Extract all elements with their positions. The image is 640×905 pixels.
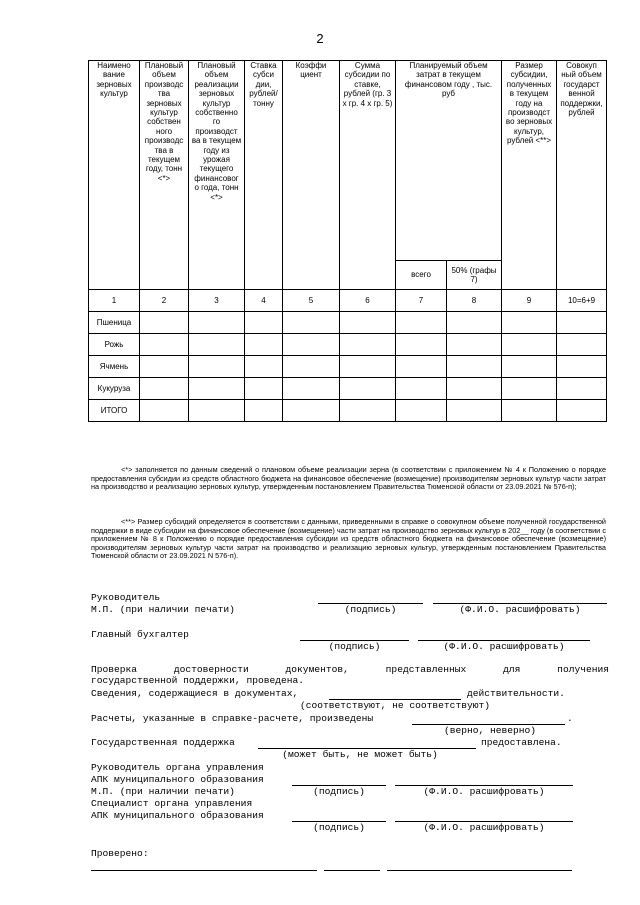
table-cell: [557, 356, 607, 378]
table-cell: [340, 334, 396, 356]
specialist-label-2: АПК муниципального образования: [91, 810, 264, 821]
table-row: [89, 312, 607, 334]
table-cell: [447, 356, 502, 378]
table-cell: [189, 400, 245, 422]
checked-line-1: [91, 870, 317, 871]
number-cell: 8: [447, 290, 502, 312]
header-cell: Наимено вание зерновых культур: [89, 61, 140, 290]
table-cell: [340, 400, 396, 422]
table-cell: [283, 400, 340, 422]
checked-line-3: [387, 870, 572, 871]
agency-head-label-2: АПК муниципального образования: [91, 774, 264, 785]
table-cell: [396, 312, 447, 334]
header-cell: Сумма субсидии по ставке, рублей (гр. 3 x гр. 4 x гр. 5): [340, 61, 396, 290]
header-cell: Совокуп ный объем государст венной поддержки, рублей: [557, 61, 607, 290]
info-prefix: Сведения, содержащиеся в документах,: [91, 688, 299, 699]
table-cell: [447, 312, 502, 334]
table-cell: [140, 378, 189, 400]
table-cell: [502, 400, 557, 422]
table-cell: [245, 334, 283, 356]
table-cell: [189, 334, 245, 356]
crop-name: ИТОГО: [89, 400, 140, 422]
table-cell: [340, 356, 396, 378]
crop-name: Пшеница: [89, 312, 140, 334]
name-caption: (Ф.И.О. расшифровать): [443, 641, 565, 652]
calc-caption: (верно, неверно): [443, 725, 537, 736]
table-cell: [502, 334, 557, 356]
table-cell: [340, 378, 396, 400]
number-cell: 10=6+9: [557, 290, 607, 312]
table-cell: [557, 378, 607, 400]
signature-caption: (подпись): [313, 786, 365, 797]
table-cell: [502, 356, 557, 378]
signature-caption: (подпись): [313, 822, 365, 833]
header-cell: Плановый объем производс тва зерновых культур собствен ного производс тва в текущем году, тонн <*>: [140, 61, 189, 290]
table-row: [89, 334, 607, 356]
table-cell: [283, 334, 340, 356]
crop-name: Ячмень: [89, 356, 140, 378]
table-cell: [396, 334, 447, 356]
support-suffix: предоставлена.: [481, 737, 562, 748]
table-cell: [502, 312, 557, 334]
signature-caption: (подпись): [328, 641, 381, 652]
head-label: Руководитель: [91, 592, 161, 603]
table-cell: [140, 312, 189, 334]
specialist-label-1: Специалист органа управления: [91, 798, 253, 809]
number-cell: 9: [502, 290, 557, 312]
table-cell: [245, 312, 283, 334]
crop-name: Кукуруза: [89, 378, 140, 400]
number-cell: 4: [245, 290, 283, 312]
info-suffix: действительности.: [467, 688, 565, 699]
mp-label: М.П. (при наличии печати): [91, 604, 235, 615]
footnote-2: <**> Размер субсидий определяется в соответствии с данными, приведенными в справке о совокупном объеме полученной государственной поддержки в виде субсидии на финансовое обеспечение (возмещение) части затрат на производство зерновых культур в 202__ году (в соответствии с приложением № 8 к Положению о порядке предоставления субсидии из средств областного бюджета на финансовое обеспечение (возмещение) производителям зерновых культур части затрат на производство и реализацию зерновых культур, утвержденным постановлением Правительства Тюменской области от 23.09.2021 N 576-п).: [91, 517, 606, 561]
support-prefix: Государственная поддержка: [91, 737, 235, 748]
table-cell: [140, 356, 189, 378]
number-cell: 2: [140, 290, 189, 312]
table-cell: [396, 378, 447, 400]
table-cell: [245, 400, 283, 422]
table-cell: [140, 400, 189, 422]
table-cell: [396, 356, 447, 378]
calc-suffix: .: [567, 713, 573, 724]
number-cell: 7: [396, 290, 447, 312]
table-cell: [340, 312, 396, 334]
table-cell: [447, 400, 502, 422]
table-cell: [189, 378, 245, 400]
subsidy-table: [88, 60, 607, 422]
support-caption: (может быть, не может быть): [282, 749, 438, 760]
chief-accountant-label: Главный бухгалтер: [91, 629, 189, 640]
checked-line-2: [324, 870, 380, 871]
table-cell: [396, 400, 447, 422]
table-row-total: [89, 400, 607, 422]
header-cell: Коэффи циент: [283, 61, 340, 290]
number-cell: 3: [189, 290, 245, 312]
name-caption: (Ф.И.О. расшифровать): [459, 604, 581, 615]
name-caption: (Ф.И.О. расшифровать): [423, 822, 545, 833]
number-cell: 5: [283, 290, 340, 312]
header-row: [89, 61, 607, 261]
number-cell: 6: [340, 290, 396, 312]
footnote-1: <*> заполняется по данным сведений о плановом объеме реализации зерна (в соответствии с приложением № 4 к Положению о порядке предоставления субсидии из средств областного бюджета на финансовое обеспечение (возмещение) производителям зерновых культур части затрат на производство и реализацию зерновых культур, утвержденным постановлением Правительства Тюменской области от 23.09.2021 № 576-п);: [91, 465, 606, 492]
agency-head-label-1: Руководитель органа управления: [91, 762, 264, 773]
header-cell: Плановый объем реализации зерновых культур собственно го производст ва в текущем году из урожая текущего финансовог о года, тонн <*>: [189, 61, 245, 290]
header-cell-merged: Планируемый объем затрат в текущем финансовом году , тыс. руб: [396, 61, 502, 261]
table-cell: [557, 312, 607, 334]
number-row: [89, 290, 607, 312]
subheader-cell: 50% (графы 7): [447, 261, 502, 290]
number-cell: 1: [89, 290, 140, 312]
table-cell: [447, 334, 502, 356]
signature-caption: (подпись): [344, 604, 397, 615]
subheader-cell: всего: [396, 261, 447, 290]
crop-name: Рожь: [89, 334, 140, 356]
header-cell: Ставка субси дии, рублей/ тонну: [245, 61, 283, 290]
calc-prefix: Расчеты, указанные в справке-расчете, произведены: [91, 713, 374, 724]
verification-line-2: государственной поддержки, проведена.: [91, 675, 305, 686]
table-cell: [283, 356, 340, 378]
table-cell: [189, 356, 245, 378]
table-row: [89, 378, 607, 400]
table-cell: [502, 378, 557, 400]
mp-label: М.П. (при наличии печати): [91, 786, 235, 797]
table-cell: [283, 378, 340, 400]
name-caption: (Ф.И.О. расшифровать): [423, 786, 545, 797]
table-cell: [447, 378, 502, 400]
table-cell: [140, 334, 189, 356]
page-number: 2: [316, 31, 324, 46]
table-cell: [557, 334, 607, 356]
table-row: [89, 356, 607, 378]
header-cell: Размер субсидии, полученных в текущем году на производст во зерновых культур, рублей <**>: [502, 61, 557, 290]
table-cell: [283, 312, 340, 334]
table-cell: [245, 378, 283, 400]
table-cell: [189, 312, 245, 334]
verification-line-1: Проверка достоверности документов, представленных для получения: [91, 664, 609, 675]
info-caption: (соответствуют, не соответствуют): [300, 700, 490, 711]
table-cell: [245, 356, 283, 378]
table-cell: [557, 400, 607, 422]
checked-label: Проверено:: [91, 848, 149, 859]
